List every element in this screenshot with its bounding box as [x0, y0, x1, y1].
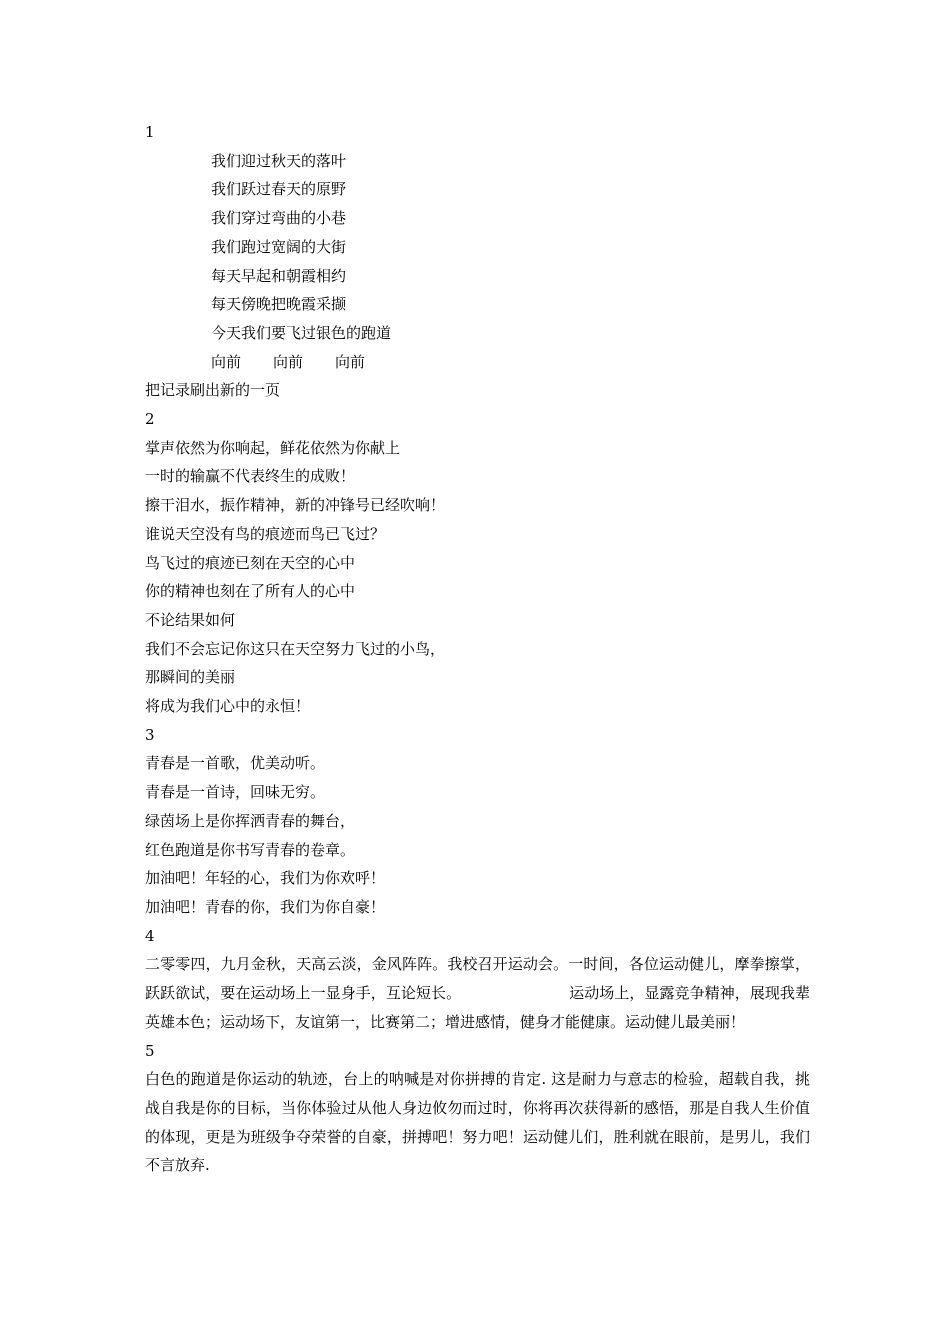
paragraph-part: 二零零四，九月金秋，天高云淡，金风阵阵。我校召开运动会。一时间，各位运动健儿，摩拳擦掌，跃跃欲试，要在运动场上一显身手，互论短长。	[145, 955, 810, 1003]
section-number-4: 4	[145, 926, 155, 945]
poem-closing-line: 把记录刷出新的一页	[145, 381, 281, 400]
poem-line: 每天早起和朝霞相约	[211, 266, 347, 285]
text-line: 将成为我们心中的永恒！	[145, 697, 311, 716]
poem-line: 每天傍晚把晚霞采撷	[211, 295, 347, 314]
text-line: 一时的输赢不代表终生的成败！	[145, 467, 356, 486]
paragraph	[145, 950, 810, 1036]
forward-line	[145, 348, 810, 377]
paragraph: 白色的跑道是你运动的轨迹，台上的呐喊是对你拼搏的肯定. 这是耐力与意志的检验，超载自我，挑战自我是你的目标，当你体验过从他人身边攸勿而过时，你将再次获得新的感悟，那是自我人生价值的体现，更是为班级争夺荣誉的自豪，拼搏吧！努力吧！运动健儿们，胜利就在眼前，是男儿，我们不言放弃.	[145, 1070, 810, 1175]
text-line: 红色跑道是你书写青春的卷章。	[145, 840, 356, 859]
section-number-2: 2	[145, 410, 155, 429]
section-number-1: 1	[145, 123, 155, 141]
poem-line: 今天我们要飞过银色的跑道	[211, 323, 392, 342]
text-line: 鸟飞过的痕迹已刻在天空的心中	[145, 553, 356, 572]
text-line: 那瞬间的美丽	[145, 668, 236, 687]
text-line: 掌声依然为你响起，鲜花依然为你献上	[145, 438, 401, 457]
poem-line: 我们迎过秋天的落叶	[211, 151, 347, 170]
text-line: 我们不会忘记你这只在天空努力飞过的小鸟，	[145, 639, 446, 658]
text-line: 青春是一首歌，优美动听。	[145, 754, 326, 773]
text-line: 青春是一首诗，回味无穷。	[145, 783, 326, 802]
text-line: 加油吧！青春的你，我们为你自豪！	[145, 897, 386, 916]
text-line: 不论结果如何	[145, 610, 236, 629]
forward-word: 向前	[211, 352, 242, 371]
text-line: 谁说天空没有鸟的痕迹而鸟已飞过？	[145, 524, 386, 543]
forward-word: 向前	[335, 352, 366, 371]
poem-line: 我们穿过弯曲的小巷	[211, 209, 347, 228]
text-line: 加油吧！年轻的心，我们为你欢呼！	[145, 869, 386, 888]
text-line: 你的精神也刻在了所有人的心中	[145, 582, 356, 601]
section-number-3: 3	[145, 725, 155, 744]
poem-line: 我们跑过宽阔的大街	[211, 237, 347, 256]
paragraph-part: 运动场上，显露竞争精神，展现我辈英雄本色；运动场下，友谊第一，比赛第二；增进感情，健身才能健康。运动健儿最美丽！	[145, 984, 810, 1031]
text-line: 擦干泪水，振作精神，新的冲锋号已经吹响！	[145, 496, 446, 515]
forward-word: 向前	[273, 352, 304, 371]
text-line: 绿茵场上是你挥洒青春的舞台，	[145, 811, 356, 830]
document-body	[145, 118, 810, 1180]
section-number-5: 5	[145, 1041, 155, 1060]
poem-line: 我们跃过春天的原野	[211, 180, 347, 199]
